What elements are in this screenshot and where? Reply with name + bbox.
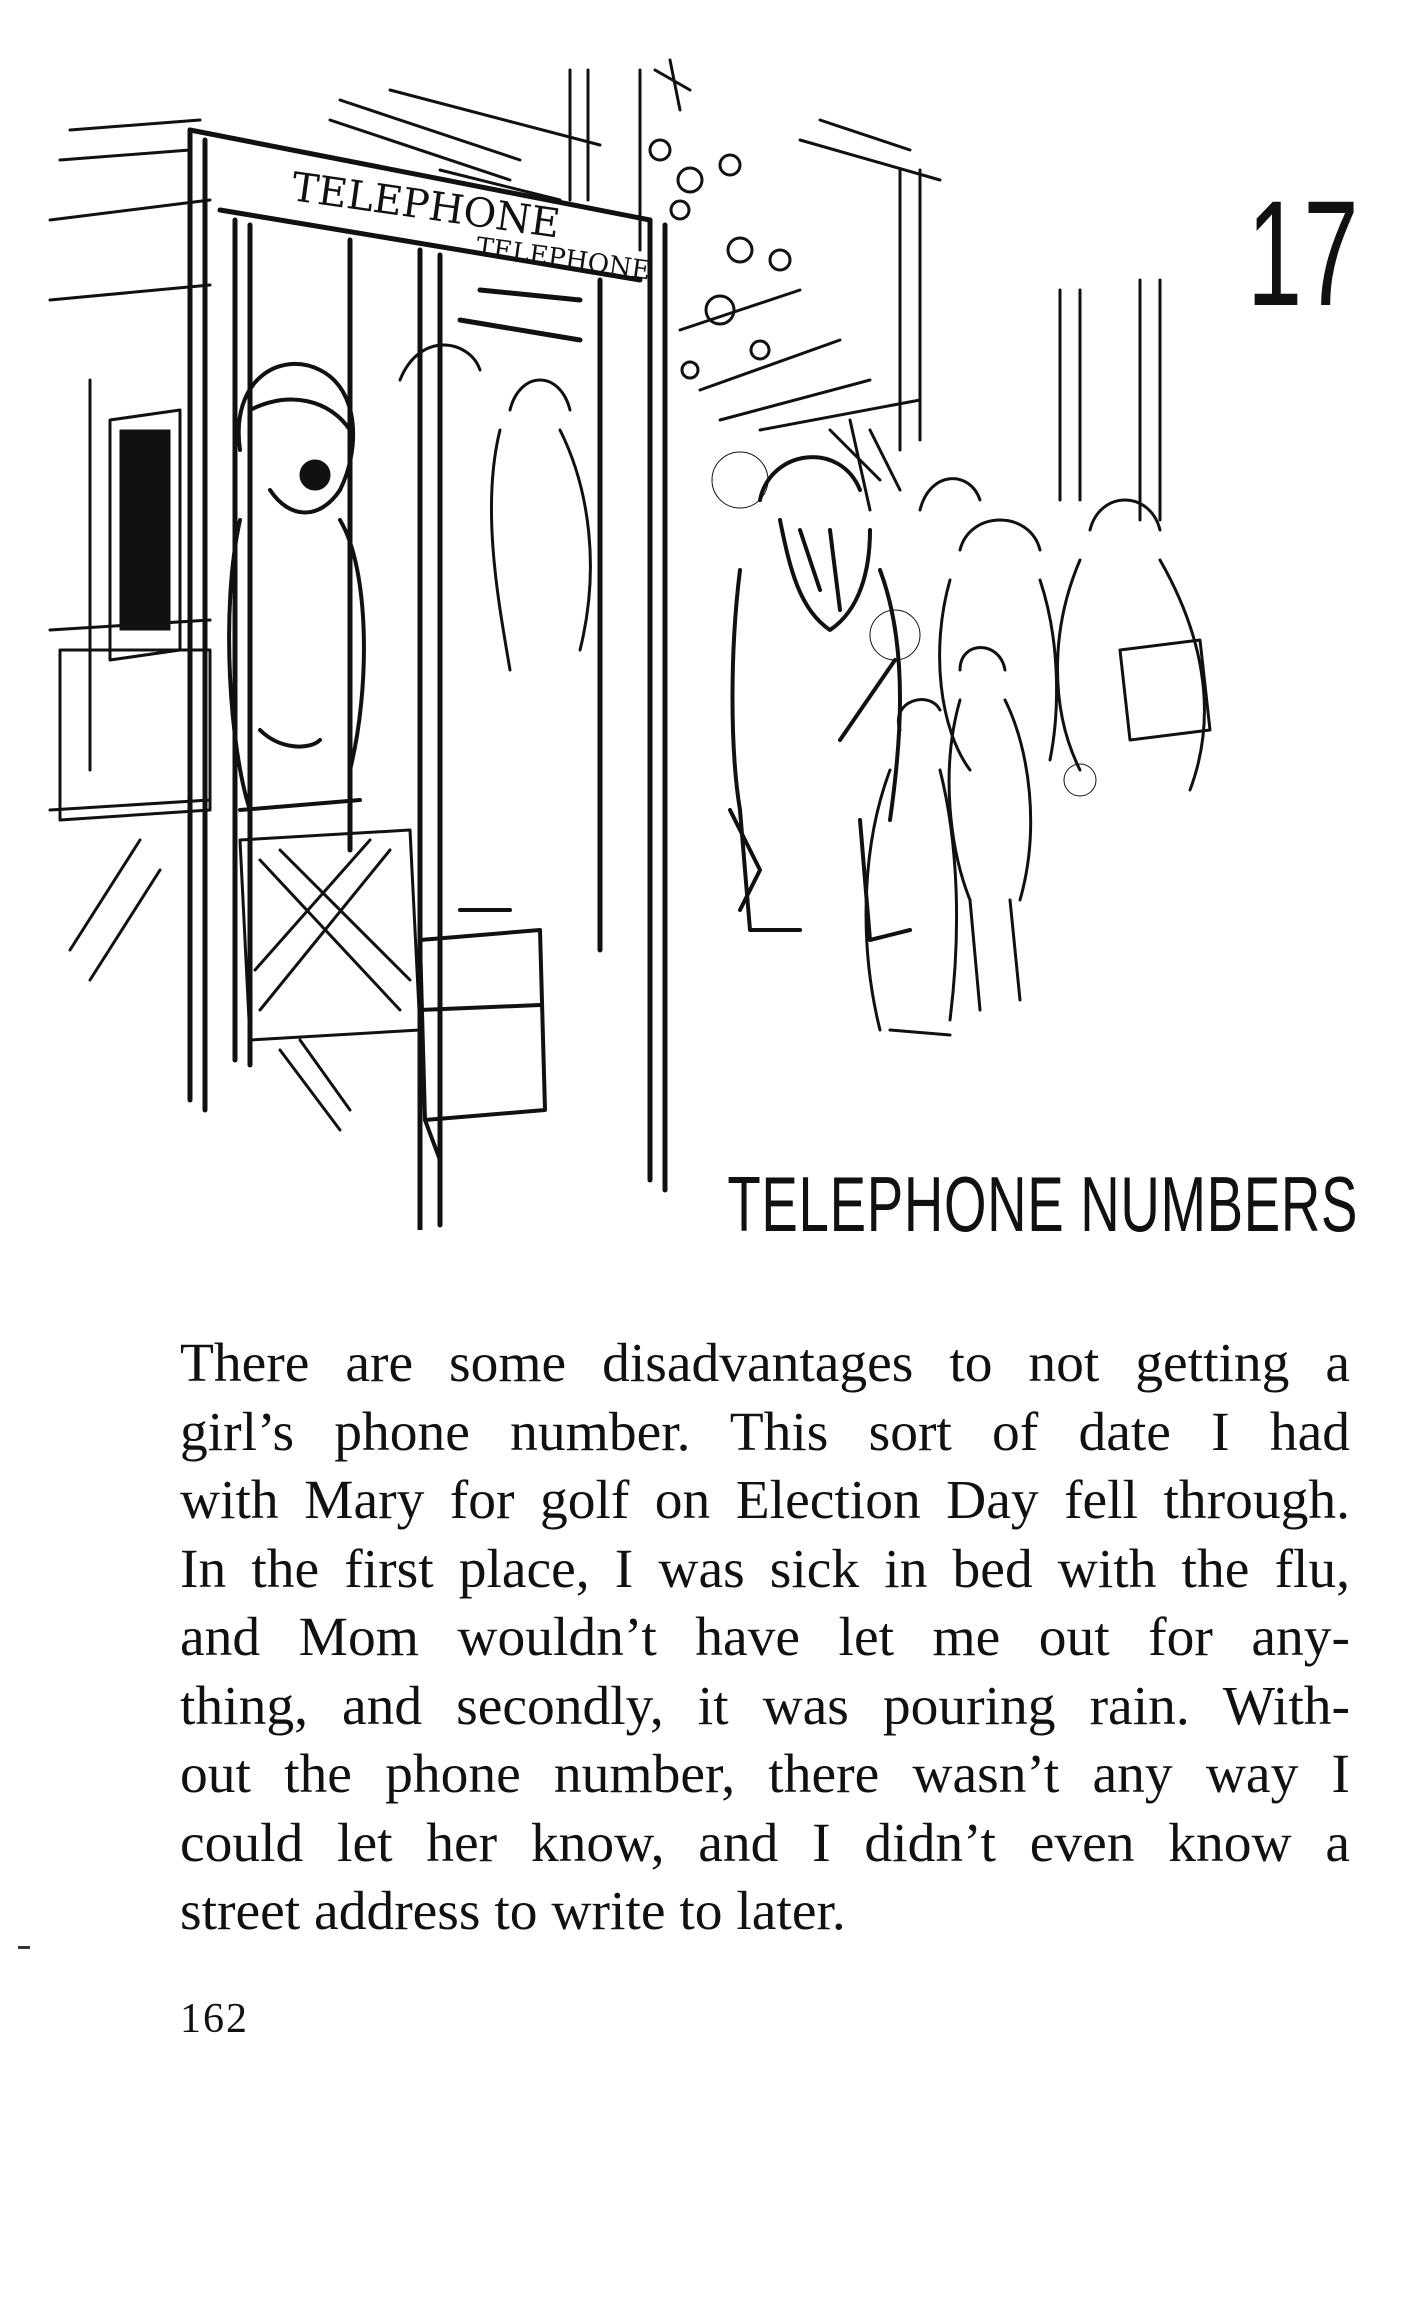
chapter-number: 17 xyxy=(1247,169,1360,337)
body-line: thing, and secondly, it was pouring rain. With- xyxy=(180,1675,1350,1737)
santa-claus xyxy=(730,457,910,940)
chapter-title: TELEPHONE NUMBERS xyxy=(727,1160,1358,1248)
booth-frame xyxy=(190,130,665,1230)
margin-mark xyxy=(18,1946,30,1949)
santa-mitten xyxy=(712,452,768,508)
body-line: There are some disadvantages to not getting a xyxy=(180,1333,1350,1394)
booth-sign-right: TELEPHONE xyxy=(474,232,653,287)
body-line: out the phone number, there wasn’t any way I xyxy=(180,1744,1350,1805)
body-line: girl’s phone number. This sort of date I had xyxy=(180,1401,1350,1463)
telephone-booth-sketch xyxy=(40,50,1260,1230)
body-line: could let her know, and I didn’t even know a xyxy=(180,1812,1350,1874)
body-paragraph xyxy=(180,1330,1350,1947)
children xyxy=(866,648,1031,1036)
background-shoppers xyxy=(920,479,1210,790)
chapter-illustration xyxy=(40,50,1260,1230)
lollipop-stick xyxy=(840,660,895,740)
shopping-bag xyxy=(240,830,420,1130)
telephone-receiver xyxy=(300,460,330,490)
body-line: with Mary for golf on Election Day fell through. xyxy=(180,1470,1350,1531)
body-line: In the first place, I was sick in bed with the flu, xyxy=(180,1538,1350,1600)
body-line: street address to write to later. xyxy=(180,1881,846,1942)
booth-person xyxy=(400,345,590,670)
background-pillars xyxy=(570,70,1160,520)
christmas-tree xyxy=(650,60,920,510)
body-line: and Mom wouldn’t have let me out for any- xyxy=(180,1607,1350,1668)
page-number: 162 xyxy=(180,1996,249,2042)
dark-shelf-block xyxy=(120,430,170,630)
booth-sign-left: TELEPHONE xyxy=(288,164,563,248)
